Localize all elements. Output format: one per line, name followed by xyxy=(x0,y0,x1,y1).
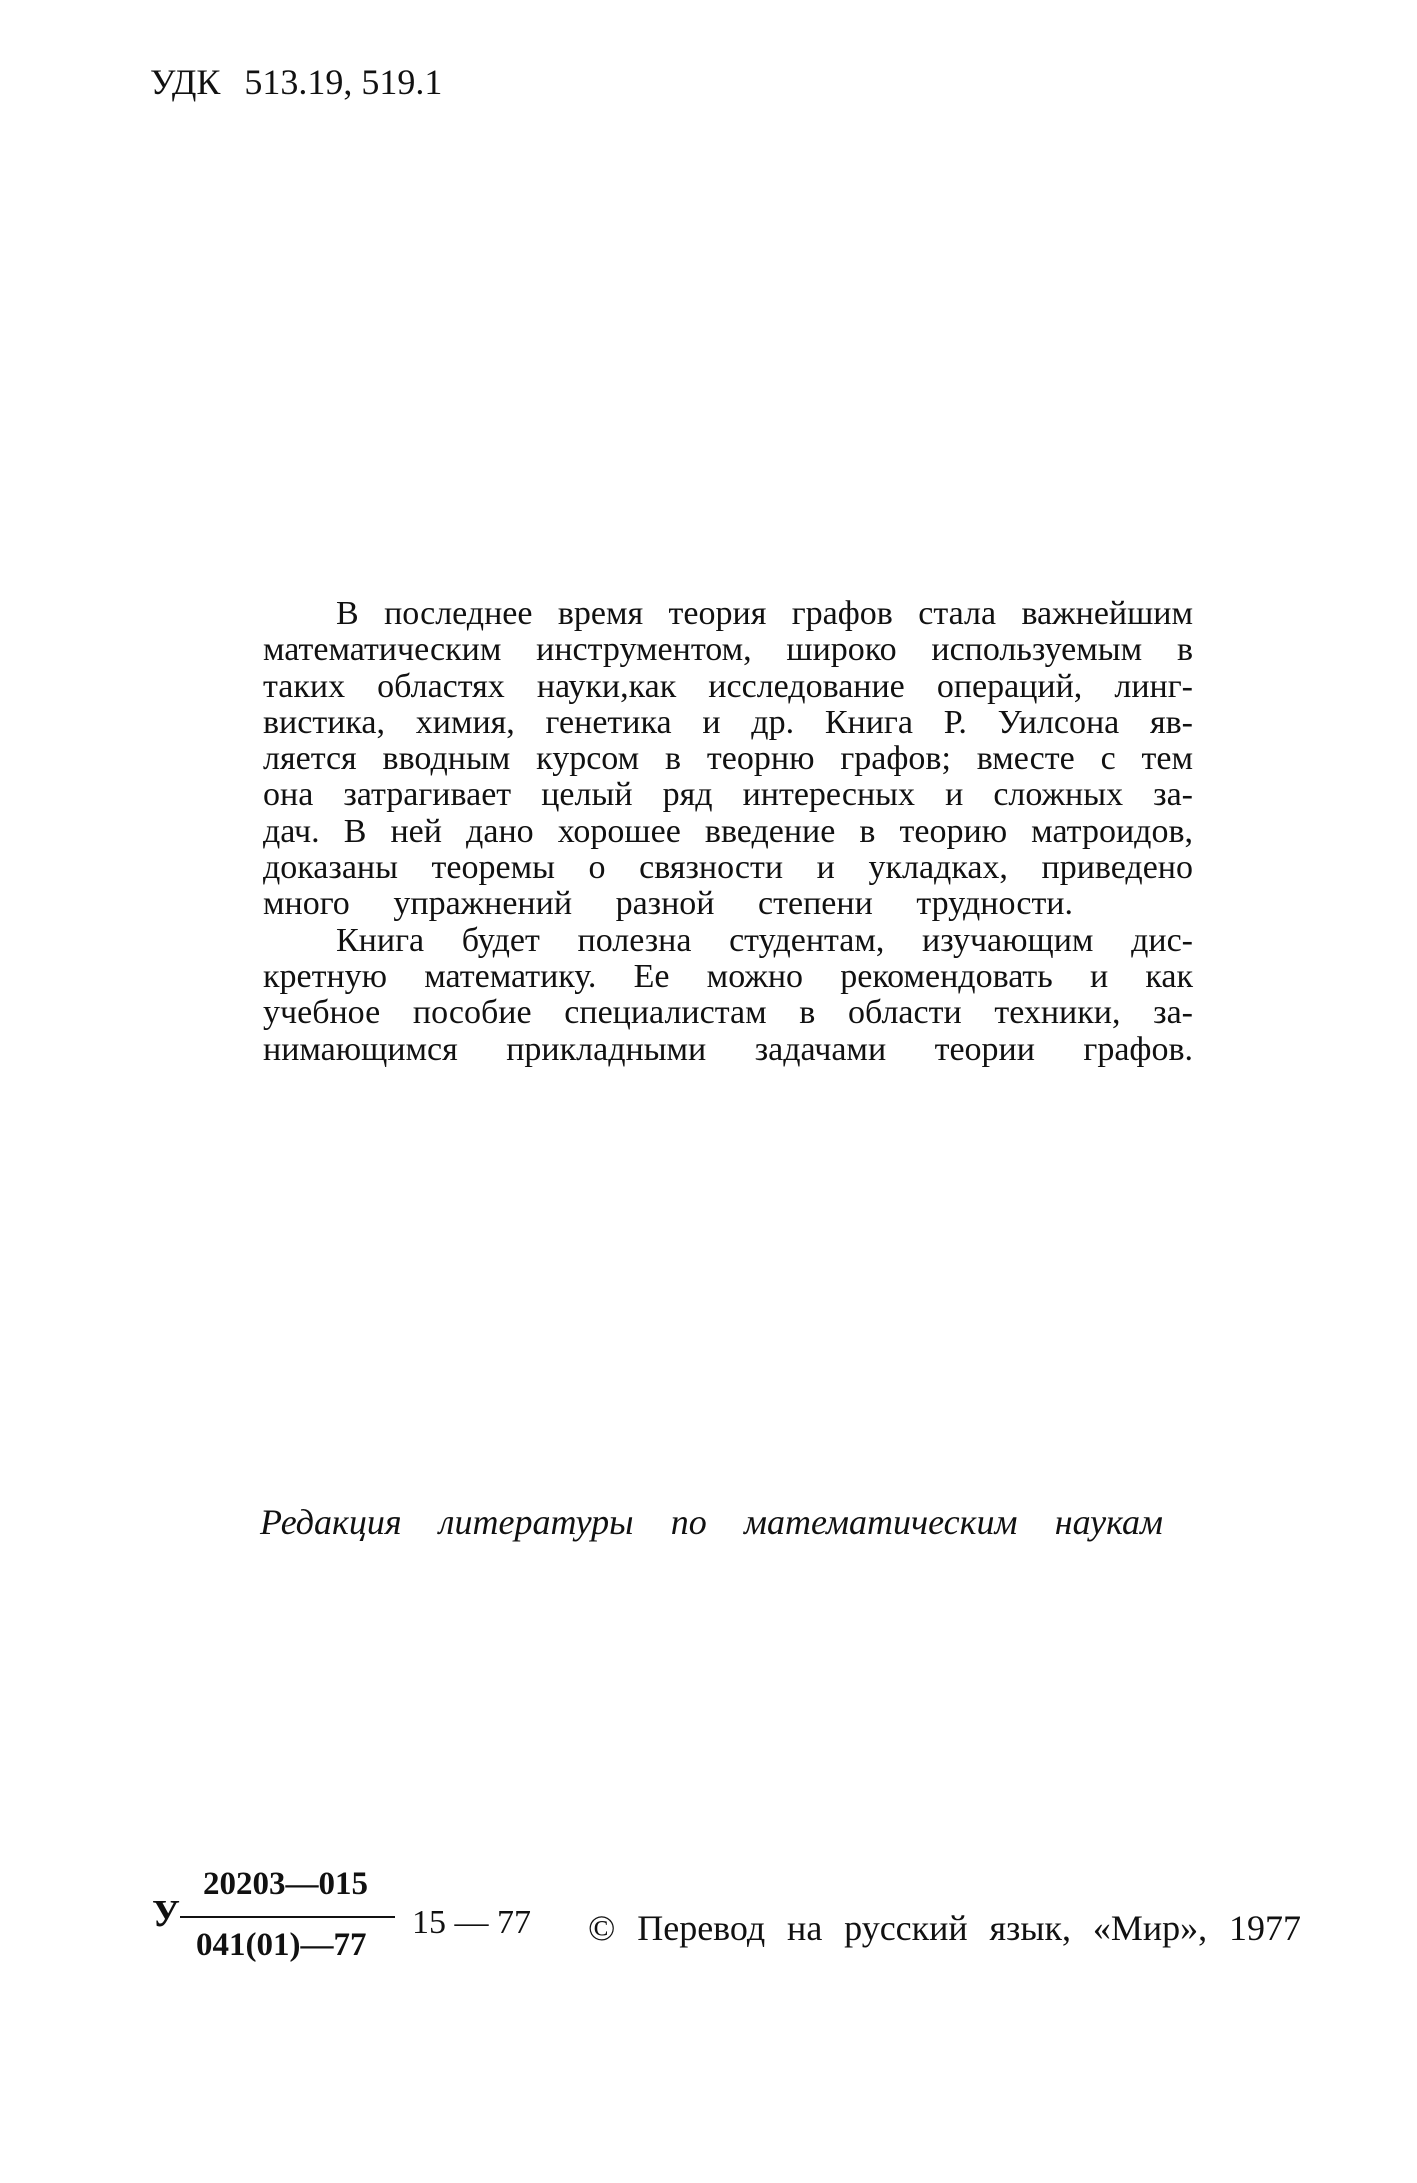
udk-codes: 513.19, 519.1 xyxy=(244,62,443,102)
annotation-line: вистика, химия, генетика и др. Книга Р. Уилсона яв- xyxy=(263,703,1193,741)
annotation-line: доказаны теоремы о связности и укладках, приведено xyxy=(263,849,1193,887)
annotation-line: математическим инструментом, широко используемым в xyxy=(263,631,1193,669)
annotation-line: кретную математику. Ее можно рекомендовать и как xyxy=(263,957,1193,995)
imprint-code: 15 — 77 xyxy=(412,1904,531,1941)
udk-label: УДК xyxy=(150,62,221,102)
annotation-paragraph xyxy=(263,596,1193,923)
annotation-line: дач. В ней дано хорошее введение в теорию матроидов, xyxy=(263,812,1193,850)
annotation-line: она затрагивает целый ряд интересных и сложных за- xyxy=(263,776,1193,814)
annotation-line: ляется вводным курсом в теорню графов; вместе с тем xyxy=(263,740,1193,778)
annotation-line: таких областях науки,как исследование операций, линг- xyxy=(263,667,1193,705)
imprint-denominator: 041(01)—77 xyxy=(196,1927,367,1963)
annotation-line: В последнее время теория графов стала важнейшим xyxy=(336,595,1193,632)
annotation xyxy=(263,596,1193,1068)
annotation-line: Книга будет полезна студентам, изучающим дис- xyxy=(336,921,1193,959)
imprint-fraction-bar xyxy=(180,1916,395,1918)
imprint-numerator: 20203—015 xyxy=(203,1866,368,1902)
copyright-notice: © Перевод на русский язык, «Мир», 1977 xyxy=(588,1908,1301,1948)
annotation-paragraph xyxy=(263,923,1193,1068)
annotation-line: учебное пособие специалистам в области техники, за- xyxy=(263,994,1193,1032)
udk-classification xyxy=(150,60,442,104)
annotation-line: нимающимся прикладными задачами теории графов. xyxy=(263,1030,1193,1068)
annotation-line: много упражнений разной степени трудности. xyxy=(263,885,1073,923)
imprint-letter: У xyxy=(152,1893,180,1935)
editorial-office: Редакция литературы по математическим наукам xyxy=(260,1502,1163,1542)
